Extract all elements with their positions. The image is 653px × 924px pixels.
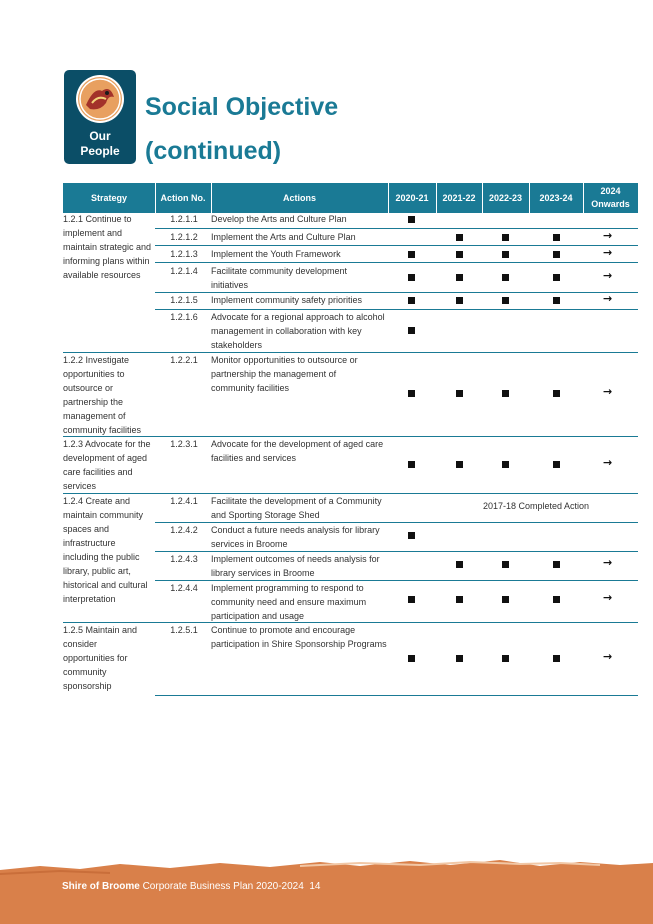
action-text <box>211 353 391 395</box>
ongoing-arrow-icon: → <box>603 385 613 398</box>
action-code: 1.2.4.4 <box>170 583 198 593</box>
completion-marker <box>456 655 463 662</box>
ongoing-arrow-icon: → <box>603 650 613 663</box>
action-code: 1.2.2.1 <box>170 355 198 365</box>
strategy-line: opportunities for <box>63 653 128 663</box>
completion-marker <box>553 461 560 468</box>
completion-marker <box>502 655 509 662</box>
completion-marker <box>553 561 560 568</box>
action-code: 1.2.1.5 <box>170 295 198 305</box>
completion-marker <box>502 251 509 258</box>
completion-marker <box>502 390 509 397</box>
row-divider <box>155 695 638 696</box>
action-line: stakeholders <box>211 340 263 350</box>
action-line: and Sporting Storage Shed <box>211 510 320 520</box>
action-line: initiatives <box>211 280 249 290</box>
row-divider <box>155 580 638 581</box>
completion-marker <box>408 251 415 258</box>
completion-marker <box>553 274 560 281</box>
strategy-line: 1.2.2 Investigate <box>63 355 130 365</box>
action-code: 1.2.5.1 <box>170 625 198 635</box>
completion-marker <box>408 461 415 468</box>
completion-marker <box>553 655 560 662</box>
action-code: 1.2.1.3 <box>170 249 198 259</box>
completion-marker <box>502 461 509 468</box>
action-text <box>211 523 391 551</box>
action-line: Monitor opportunities to outsource or <box>211 355 358 365</box>
strategy-line: informing plans within <box>63 256 150 266</box>
section-badge <box>64 70 136 164</box>
action-text <box>211 247 391 261</box>
completion-marker <box>456 461 463 468</box>
action-text <box>211 264 391 292</box>
row-divider <box>155 292 638 293</box>
header-2023-24: 2023-24 <box>529 183 583 213</box>
ongoing-arrow-icon: → <box>603 556 613 569</box>
header-2024-onwards <box>583 183 638 213</box>
strategy-line: including the public <box>63 552 140 562</box>
strategy-line: available resources <box>63 270 141 280</box>
row-divider <box>63 352 638 353</box>
strategy-line: sponsorship <box>63 681 112 691</box>
header-divider <box>388 183 389 213</box>
strategy-line: services <box>63 481 97 491</box>
completion-marker <box>408 532 415 539</box>
ongoing-arrow-icon: → <box>603 229 613 242</box>
strategy-line: maintain community <box>63 510 144 520</box>
completion-marker <box>456 596 463 603</box>
footer-org: Shire of Broome <box>62 881 140 892</box>
ongoing-arrow-icon: → <box>603 591 613 604</box>
row-divider <box>155 522 638 523</box>
strategy-line: 1.2.4 Create and <box>63 496 131 506</box>
header-divider <box>211 183 212 213</box>
action-text <box>211 310 391 352</box>
page-title-line-1: Social Objective <box>145 93 339 121</box>
header-actions: Actions <box>211 183 388 213</box>
action-line: participation and usage <box>211 611 305 621</box>
action-line: library services in Broome <box>211 568 315 578</box>
action-line: Advocate for a regional approach to alcohol <box>211 312 385 322</box>
action-code: 1.2.4.3 <box>170 554 198 564</box>
header-divider <box>583 183 584 213</box>
action-code: 1.2.1.4 <box>170 266 198 276</box>
action-text <box>211 494 391 522</box>
completion-marker <box>553 297 560 304</box>
completion-marker <box>502 596 509 603</box>
header-divider <box>155 183 156 213</box>
completion-marker <box>408 655 415 662</box>
completion-marker <box>456 234 463 241</box>
action-line: facilities and services <box>211 453 297 463</box>
completion-marker <box>553 390 560 397</box>
strategy-1-2-4 <box>63 494 155 606</box>
strategy-1-2-5 <box>63 623 155 693</box>
completion-marker <box>408 390 415 397</box>
action-code: 1.2.1.1 <box>170 214 198 224</box>
action-line: Facilitate the development of a Community <box>211 496 382 506</box>
ongoing-arrow-icon: → <box>603 456 613 469</box>
completion-marker <box>456 251 463 258</box>
action-line: Conduct a future needs analysis for library <box>211 525 380 535</box>
action-line: services in Broome <box>211 539 288 549</box>
action-line: Implement outcomes of needs analysis for <box>211 554 380 564</box>
action-text <box>211 437 391 465</box>
action-text <box>211 230 391 244</box>
row-divider <box>155 245 638 246</box>
strategy-line: partnership the <box>63 397 124 407</box>
action-line: partnership the management of <box>211 369 337 379</box>
header-2022-23: 2022-23 <box>482 183 529 213</box>
completion-marker <box>502 274 509 281</box>
strategy-line: interpretation <box>63 594 116 604</box>
strategy-line: historical and cultural <box>63 580 148 590</box>
strategy-line: maintain strategic and <box>63 242 152 252</box>
completion-marker <box>408 327 415 334</box>
action-line: management in collaboration with key <box>211 326 362 336</box>
row-divider <box>63 622 638 623</box>
row-divider <box>63 436 638 437</box>
badge-line-2: People <box>80 144 120 158</box>
action-text <box>211 293 391 307</box>
badge-line-1: Our <box>89 129 111 143</box>
page-title-line-2: (continued) <box>145 137 282 165</box>
header-2020-21: 2020-21 <box>388 183 436 213</box>
ongoing-arrow-icon: → <box>603 246 613 259</box>
completion-marker <box>408 216 415 223</box>
action-code: 1.2.4.1 <box>170 496 198 506</box>
completion-marker <box>408 274 415 281</box>
strategy-line: spaces and <box>63 524 110 534</box>
strategy-line: 1.2.3 Advocate for the <box>63 439 151 449</box>
action-line: Implement programming to respond to <box>211 583 364 593</box>
strategy-line: consider <box>63 639 98 649</box>
action-line: participation in Shire Sponsorship Programs <box>211 639 387 649</box>
strategy-line: community <box>63 667 107 677</box>
strategy-line: development of aged <box>63 453 148 463</box>
completion-marker <box>553 596 560 603</box>
action-line: Continue to promote and encourage <box>211 625 356 635</box>
row-divider <box>155 228 638 229</box>
completion-marker <box>502 234 509 241</box>
header-action-no: Action No. <box>155 183 211 213</box>
footer-band <box>0 860 653 924</box>
action-code: 1.2.3.1 <box>170 439 198 449</box>
shire-logo <box>76 75 124 123</box>
action-text <box>211 212 391 226</box>
action-text <box>211 623 391 651</box>
header-divider <box>529 183 530 213</box>
action-line: Facilitate community development <box>211 266 348 276</box>
completion-marker <box>456 561 463 568</box>
header-2024: 2024 <box>600 186 621 196</box>
completion-marker <box>408 297 415 304</box>
header-divider <box>482 183 483 213</box>
ongoing-arrow-icon: → <box>603 292 613 305</box>
strategy-line: 1.2.1 Continue to <box>63 214 132 224</box>
completion-marker <box>456 390 463 397</box>
completion-marker <box>502 297 509 304</box>
strategy-line: outsource or <box>63 383 114 393</box>
completed-note: 2017-18 Completed Action <box>482 501 590 511</box>
strategy-line: community facilities <box>63 425 142 435</box>
completion-marker <box>553 234 560 241</box>
strategy-line: library, public art, <box>63 566 131 576</box>
footer-text <box>62 881 320 892</box>
strategy-1-2-1 <box>63 212 155 282</box>
row-divider <box>155 262 638 263</box>
completion-marker <box>456 274 463 281</box>
action-line: Develop the Arts and Culture Plan <box>211 214 347 224</box>
action-text <box>211 552 391 580</box>
row-divider <box>63 493 638 494</box>
action-line: community need and ensure maximum <box>211 597 367 607</box>
action-line: Implement the Arts and Culture Plan <box>211 232 356 242</box>
row-divider <box>155 309 638 310</box>
completion-marker <box>502 561 509 568</box>
strategy-line: 1.2.5 Maintain and <box>63 625 138 635</box>
action-code: 1.2.1.2 <box>170 232 198 242</box>
strategy-line: opportunities to <box>63 369 125 379</box>
completion-marker <box>408 596 415 603</box>
action-line: Advocate for the development of aged care <box>211 439 384 449</box>
header-strategy: Strategy <box>63 183 155 213</box>
strategy-line: infrastructure <box>63 538 116 548</box>
row-divider <box>155 551 638 552</box>
action-code: 1.2.1.6 <box>170 312 198 322</box>
strategy-line: care facilities and <box>63 467 133 477</box>
action-code: 1.2.4.2 <box>170 525 198 535</box>
action-line: community facilities <box>211 383 290 393</box>
header-2021-22: 2021-22 <box>436 183 482 213</box>
strategy-line: implement and <box>63 228 123 238</box>
action-line: Implement the Youth Framework <box>211 249 341 259</box>
completion-marker <box>553 251 560 258</box>
ongoing-arrow-icon: → <box>603 269 613 282</box>
header-onwards: Onwards <box>591 199 630 209</box>
action-line: Implement community safety priorities <box>211 295 363 305</box>
strategy-1-2-3 <box>63 437 155 493</box>
header-divider <box>436 183 437 213</box>
footer-page: 14 <box>309 881 321 892</box>
strategy-1-2-2 <box>63 353 155 437</box>
footer-doc: Corporate Business Plan 2020-2024 <box>142 881 304 892</box>
completion-marker <box>456 297 463 304</box>
action-text <box>211 581 391 623</box>
strategy-line: management of <box>63 411 126 421</box>
